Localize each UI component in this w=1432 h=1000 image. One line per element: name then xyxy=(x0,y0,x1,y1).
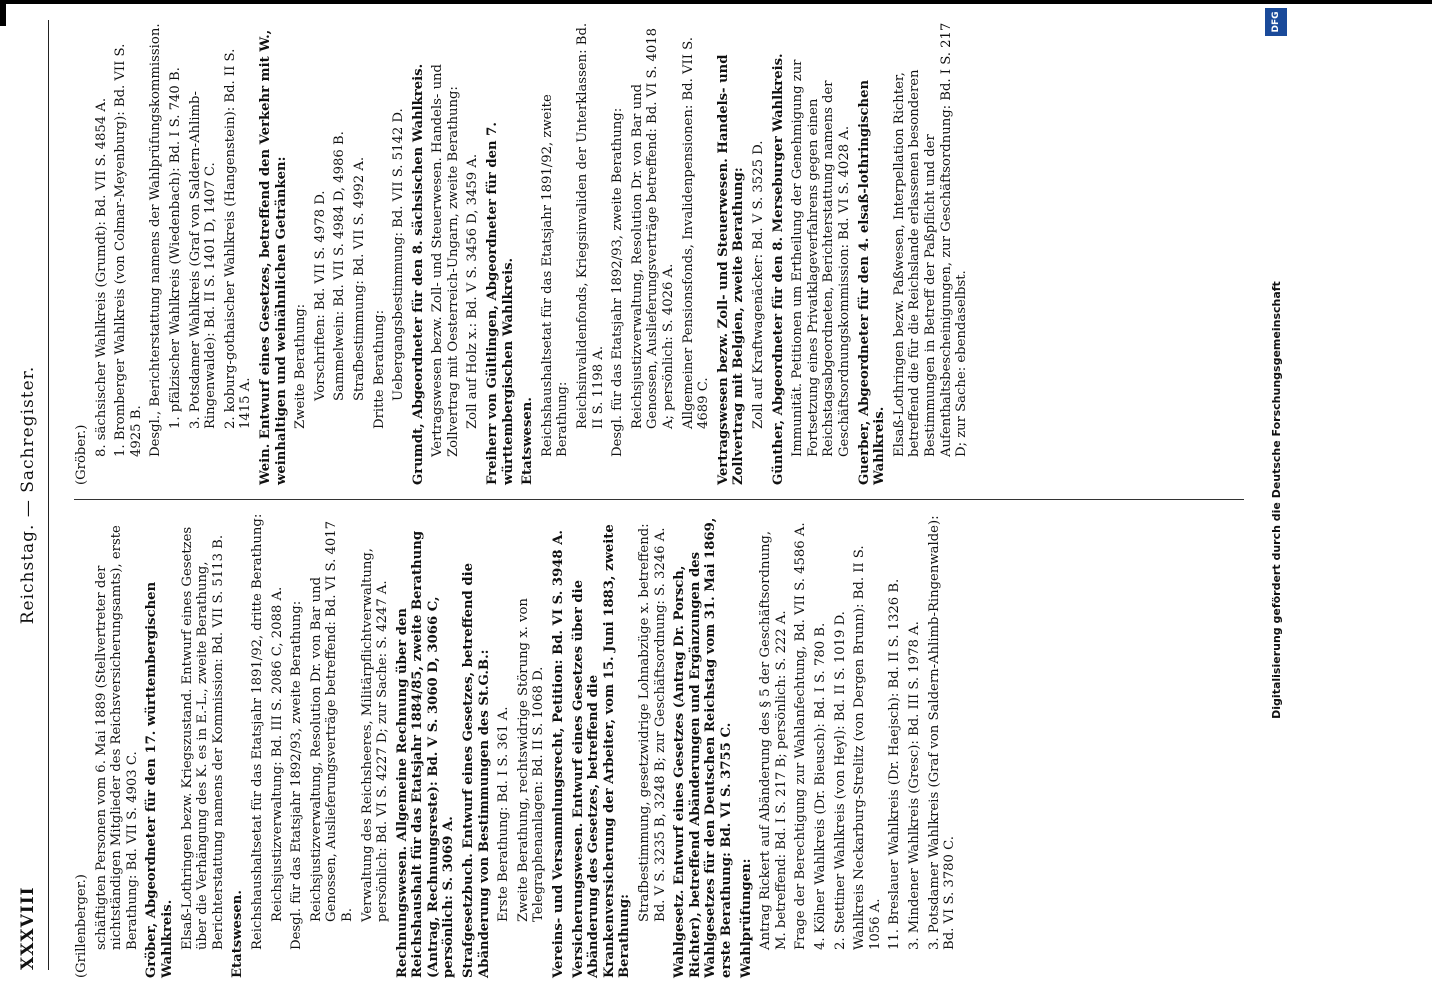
index-entry-heading: Wein. Entwurf eines Gesetzes, betreffend den Verkehr mit W., weinhaltigen und weinähnlichen Getränken: xyxy=(257,29,289,485)
index-subentry: Reichsinvalidenfonds, Kriegsinvaliden der Unterklassen: Bd. II S. 1198 A. xyxy=(575,22,606,429)
index-entry-heading: Guerber, Abgeordneter für den 4. elsaß-lothringischen Wahlkreis. xyxy=(856,79,888,485)
index-subentry: Vertragswesen bezw. Zoll- und Steuerwesen. Handels- und Zollvertrag mit Oesterreich-Ungarn, zweite Berathung: xyxy=(430,64,461,457)
index-subentry: Reichsjustizverwaltung, Resolution Dr. von Bar und Genossen, Auslieferungsverträge betreffend: Bd. VI S. 4018 A; persönlich: S. 4026 A. xyxy=(629,27,676,429)
index-entry-heading: Grumdt, Abgeordneter für den 8. sächsischen Wahlkreis. xyxy=(410,63,426,485)
index-subentry: Wahlprüfungen: xyxy=(738,858,754,978)
index-subentry: 4. Kölner Wahlkreis (Dr. Bieusch): Bd. I S. 780 B. xyxy=(812,622,828,950)
index-subentry: Reichsjustizverwaltung: Bd. III S. 2086 C, 2088 A. xyxy=(269,586,285,922)
digitization-credit: Digitalisierung gefördert durch die Deutsche Forschungsgemeinschaft xyxy=(1270,281,1283,719)
index-subentry: 3. Potsdamer Wahlkreis (Graf von Saldern-Ahlimb-Ringenwalde): Bd. II S. 1401 D, 1407 C. xyxy=(187,91,219,429)
index-subentry: Immunität. Petitionen um Ertheilung der Genehmigung zur Fortsetzung eines Privatklageverfahrens gegen einen Reichstagsabgeordneten, Berichterstattung namens der Geschäftsordnungskommission: Bd. VI S. 4028 A. xyxy=(790,59,852,457)
index-subentry: 2. Stettiner Wahlkreis (von Heyl): Bd. II S. 1019 D. xyxy=(832,611,848,950)
index-entry-heading: Günther, Abgeordneter für den 8. Merseburger Wahlkreis. xyxy=(770,53,786,485)
index-subentry: Zoll auf Kraftwagenäcker: Bd. V S. 3525 D. xyxy=(750,140,766,429)
index-subentry: Erste Berathung: Bd. I S. 361 A. xyxy=(496,706,512,922)
index-entry-heading: Vereins- und Versammlungsrecht, Petition: Bd. VI S. 3948 A. xyxy=(551,529,567,978)
column-separator xyxy=(74,499,1244,500)
index-subentry: Sammelwein: Bd. VII S. 4984 D, 4986 B. xyxy=(332,131,348,401)
index-subentry: 3. Potsdamer Wahlkreis (Graf von Saldern-Ahlimb-Ringenwalde): Bd. VI S. 3780 C. xyxy=(926,515,958,950)
index-subentry: Zweite Berathung, rechtswidrige Störung x. von Telegraphenanlagen: Bd. II S. 1068 D. xyxy=(515,598,547,922)
index-subentry: 2. koburg-gothaischer Wahlkreis (Hangenstein): Bd. II S. 1415 A. xyxy=(222,48,254,429)
index-entry-heading: Strafgesetzbuch. Entwurf eines Gesetzes, betreffend die Abänderung von Bestimmungen des St.G.B.: xyxy=(461,563,492,978)
page-header xyxy=(18,20,52,970)
index-subentry: Desgl., Berichterstattung namens der Wahlprüfungskommission. xyxy=(148,23,164,457)
index-entry-heading: Rechnungswesen. Allgemeine Rechnung über den Reichshaushalt für das Etatsjahr 1884/85, zweite Berathung (Antrag, Rechnungsreste): Bd. V S. 3060 D, 3066 C, persönlich: S. 3069 A. xyxy=(394,530,457,978)
index-subentry: Desgl. für das Etatsjahr 1892/93, zweite Berathung: xyxy=(610,107,626,457)
index-subentry: Strafbestimmung: Bd. VII S. 4992 A. xyxy=(351,156,367,401)
index-entry-heading: Vertragswesen bezw. Zoll- und Steuerwesen. Handels- und Zollvertrag mit Belgien, zweite Berathung: xyxy=(715,54,747,485)
right-column xyxy=(74,17,974,485)
index-entry-heading: Versicherungswesen. Entwurf eines Gesetzes über die Abänderung des Gesetzes, betreffend die Krankenversicherung der Arbeiter, vom 15. Juni 1883, zweite Berathung: xyxy=(570,524,633,978)
running-title: Reichstag. — Sachregister. xyxy=(18,365,38,625)
index-subentry: Verwaltung des Reichsheeres, Militärpflichtverwaltung, persönlich: Bd. VI S. 4227 D; zur Sache: S. 4247 A. xyxy=(359,548,391,922)
index-subentry: Zoll auf Holz x.: Bd. V S. 3456 D, 3459 A. xyxy=(465,153,481,429)
index-subentry: 8. sächsischer Wahlkreis (Grumdt): Bd. VII S. 4854 A. xyxy=(93,97,109,457)
index-subentry: Strafbestimmung, gesetzwidrige Lohnabzüge x. betreffend: Bd. V S. 3235 B, 3248 B; zur Geschäftsordnung: S. 3246 A. xyxy=(637,523,668,922)
header-rule xyxy=(48,20,49,970)
dfg-logo: DFG xyxy=(1265,8,1287,36)
index-subentry: Reichsjustizverwaltung, Resolution Dr. von Bar und Genossen, Auslieferungsverträge betreffend: Bd. VI S. 4017 B. xyxy=(308,520,355,922)
index-subentry: Etatswesen. xyxy=(520,397,536,485)
index-subentry: 1. pfälzischer Wahlkreis (Wiedenbach): Bd. I S. 740 B. xyxy=(167,67,183,429)
index-entry-heading: Gröber, Abgeordneter für den 17. württembergischen Wahlkreis. xyxy=(144,581,175,978)
index-entry-heading: Freiherr von Gültlingen, Abgeordneter für den 7. württembergischen Wahlkreis. xyxy=(485,122,516,485)
index-subentry: Zweite Berathung: xyxy=(293,303,309,429)
index-subentry: Reichshaushaltsetat für das Etatsjahr 1891/92, dritte Berathung: xyxy=(249,513,265,950)
index-entry-heading: Wahlgesetz. Entwurf eines Gesetzes (Antrag Dr. Porsch, Richter), betreffend Abänderungen und Ergänzungen des Wahlgesetzes für den Deutschen Reichstag vom 31. Mai 1869, erste Berathung: Bd. VI S. 3755 C. xyxy=(672,517,734,978)
index-subentry: 1. Bromberger Wahlkreis (von Colmar-Meyenburg): Bd. VII S. 4925 B. xyxy=(113,43,144,457)
index-subentry: Etatswesen. xyxy=(230,890,246,978)
index-subentry: Vorschriften: Bd. VII S. 4978 D. xyxy=(312,190,328,401)
index-subentry: Elsaß-Lothringen bezw. Paßwesen, Interpellation Richter, betreffend die für die Reichslande erlassenen besonderen Bestimmungen in Betreff der Paßpflicht und der Aufenthaltsbescheinigungen, zur Geschäftsordnung: Bd. I S. 217 D; zur Sache: ebendaselbst. xyxy=(891,22,970,457)
index-subentry: 11. Breslauer Wahlkreis (Dr. Haejsch): Bd. II S. 1326 B. xyxy=(887,578,903,950)
index-subentry: Wahlkreis Neckarburg-Strelitz (von Dergen Brunn): Bd. II S. 1056 A. xyxy=(852,545,883,950)
index-subentry: Allgemeiner Pensionsfonds, Invalidenpensionen: Bd. VII S. 4689 C. xyxy=(680,37,712,429)
index-subentry: Reichshaushaltsetat für das Etatsjahr 1891/92, zweite Berathung: xyxy=(539,94,571,457)
continuation-label: (Grillenberger.) xyxy=(74,874,89,978)
index-subentry: Desgl. für das Etatsjahr 1892/93, zweite Berathung: xyxy=(289,600,305,950)
index-subentry: schäftigten Personen vom 6. Mai 1889 (Stellvertreter der nichtständigen Mitglieder des Reichsversicherungsamts), erste Berathung: Bd. VII S. 4903 C. xyxy=(93,525,140,950)
continuation-label: (Gröber.) xyxy=(74,424,89,485)
index-subentry: Antrag Rickert auf Abänderung des § 5 der Geschäftsordnung, M. betreffend: Bd. I S. 217 B; persönlich: S. 222 A. xyxy=(758,530,789,950)
index-subentry: Elsaß-Lothringen bezw. Kriegszustand. Entwurf eines Gesetzes über die Verhängung des K. es in E.-L., zweite Berathung, Berichterstattung namens der Kommission: Bd. VII S. 5113 B. xyxy=(179,526,226,950)
index-subentry: Dritte Berathung: xyxy=(371,309,387,429)
left-column xyxy=(74,510,962,978)
index-subentry: Frage der Berechtigung zur Wahlanfechtung, Bd. VII S. 4586 A. xyxy=(793,522,809,950)
index-subentry: 3. Mindener Wahlkreis (Gresc): Bd. III S. 1978 A. xyxy=(906,621,922,950)
page-number: XXXVIII xyxy=(18,886,38,970)
index-subentry: Uebergangsbestimmung: Bd. VII S. 5142 D. xyxy=(391,108,407,401)
